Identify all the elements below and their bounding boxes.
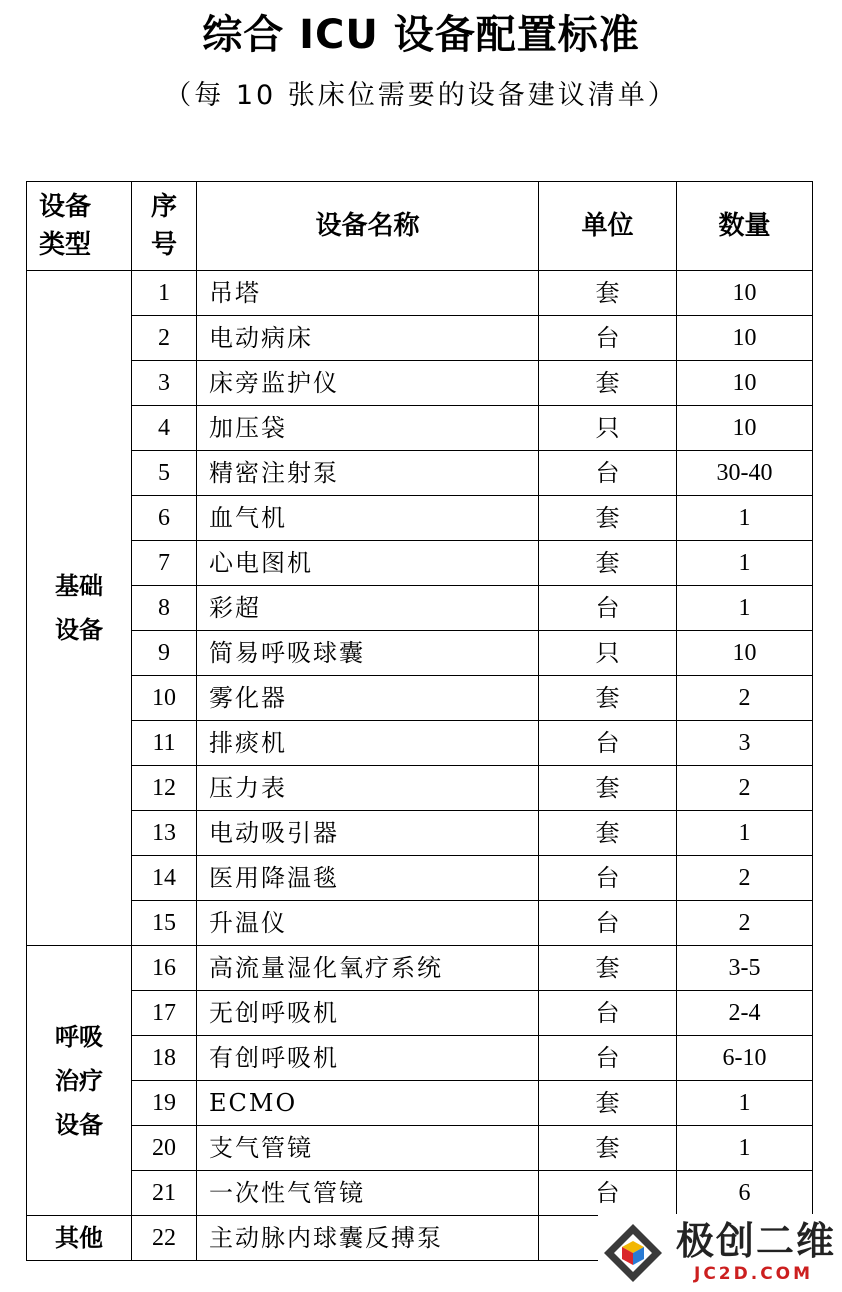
header-name: 设备名称 <box>197 182 539 271</box>
quantity-cell: 6-10 <box>677 1036 813 1081</box>
quantity-cell: 3 <box>677 721 813 766</box>
row-number: 19 <box>132 1081 197 1126</box>
unit-cell: 套 <box>539 271 677 316</box>
row-number: 5 <box>132 451 197 496</box>
equipment-name: 简易呼吸球囊 <box>197 631 539 676</box>
quantity-cell: 1 <box>677 1126 813 1171</box>
unit-cell: 台 <box>539 586 677 631</box>
unit-cell: 台 <box>539 316 677 361</box>
quantity-cell: 2 <box>677 901 813 946</box>
unit-cell: 套 <box>539 1081 677 1126</box>
equipment-name: 有创呼吸机 <box>197 1036 539 1081</box>
quantity-cell: 10 <box>677 406 813 451</box>
table-header-row <box>27 182 813 271</box>
unit-cell: 台 <box>539 901 677 946</box>
unit-cell: 套 <box>539 496 677 541</box>
table-row <box>27 451 813 496</box>
table-row <box>27 1081 813 1126</box>
table-row <box>27 946 813 991</box>
quantity-cell: 1 <box>677 1081 813 1126</box>
quantity-cell: 1 <box>677 541 813 586</box>
page-title: 综合 ICU 设备配置标准 <box>202 12 640 58</box>
table-row <box>27 811 813 856</box>
equipment-name: 压力表 <box>197 766 539 811</box>
row-number: 17 <box>132 991 197 1036</box>
row-number: 15 <box>132 901 197 946</box>
unit-cell: 台 <box>539 1036 677 1081</box>
table-row <box>27 721 813 766</box>
equipment-name: 主动脉内球囊反搏泵 <box>197 1216 539 1261</box>
table-row <box>27 541 813 586</box>
row-number: 12 <box>132 766 197 811</box>
row-number: 7 <box>132 541 197 586</box>
quantity-cell: 6 <box>677 1171 813 1216</box>
quantity-cell: 10 <box>677 361 813 406</box>
quantity-cell: 3-5 <box>677 946 813 991</box>
quantity-cell: 1 <box>677 586 813 631</box>
quantity-cell: 30-40 <box>677 451 813 496</box>
header-qty: 数量 <box>677 182 813 271</box>
equipment-name: 加压袋 <box>197 406 539 451</box>
unit-cell: 台 <box>539 856 677 901</box>
table-row <box>27 1036 813 1081</box>
unit-cell: 只 <box>539 406 677 451</box>
row-number: 11 <box>132 721 197 766</box>
table-row <box>27 1171 813 1216</box>
row-number: 21 <box>132 1171 197 1216</box>
row-number: 8 <box>132 586 197 631</box>
header-type: 设备 类型 <box>27 182 132 271</box>
row-number: 6 <box>132 496 197 541</box>
watermark <box>598 1214 842 1292</box>
unit-cell: 只 <box>539 631 677 676</box>
category-cell: 其他 <box>27 1216 132 1261</box>
equipment-name: ECMO <box>197 1081 539 1126</box>
table-row <box>27 901 813 946</box>
quantity-cell: 2-4 <box>677 991 813 1036</box>
equipment-name: 电动吸引器 <box>197 811 539 856</box>
quantity-cell: 2 <box>677 856 813 901</box>
unit-cell: 台 <box>539 721 677 766</box>
quantity-cell: 2 <box>677 766 813 811</box>
quantity-cell: 10 <box>677 316 813 361</box>
category-cell: 呼吸 治疗 设备 <box>27 946 132 1216</box>
equipment-name: 彩超 <box>197 586 539 631</box>
equipment-name: 血气机 <box>197 496 539 541</box>
row-number: 22 <box>132 1216 197 1261</box>
equipment-name: 高流量湿化氧疗系统 <box>197 946 539 991</box>
equipment-name: 雾化器 <box>197 676 539 721</box>
unit-cell: 套 <box>539 541 677 586</box>
table-row <box>27 406 813 451</box>
quantity-cell: 1 <box>677 496 813 541</box>
row-number: 1 <box>132 271 197 316</box>
header-no: 序 号 <box>132 182 197 271</box>
row-number: 16 <box>132 946 197 991</box>
row-number: 3 <box>132 361 197 406</box>
watermark-brand: 极创二维 <box>676 1219 837 1263</box>
table-row <box>27 496 813 541</box>
equipment-name: 无创呼吸机 <box>197 991 539 1036</box>
row-number: 14 <box>132 856 197 901</box>
equipment-name: 升温仪 <box>197 901 539 946</box>
equipment-name: 一次性气管镜 <box>197 1171 539 1216</box>
quantity-cell: 10 <box>677 271 813 316</box>
header-unit: 单位 <box>539 182 677 271</box>
row-number: 4 <box>132 406 197 451</box>
quantity-cell: 1 <box>677 811 813 856</box>
cube-logo-icon <box>602 1222 664 1284</box>
row-number: 2 <box>132 316 197 361</box>
unit-cell: 套 <box>539 946 677 991</box>
equipment-name: 心电图机 <box>197 541 539 586</box>
table-row <box>27 586 813 631</box>
table-row <box>27 361 813 406</box>
equipment-name: 床旁监护仪 <box>197 361 539 406</box>
equipment-name: 电动病床 <box>197 316 539 361</box>
row-number: 9 <box>132 631 197 676</box>
table-row <box>27 766 813 811</box>
unit-cell: 套 <box>539 811 677 856</box>
table-row <box>27 1126 813 1171</box>
equipment-name: 精密注射泵 <box>197 451 539 496</box>
row-number: 10 <box>132 676 197 721</box>
unit-cell: 台 <box>539 991 677 1036</box>
table-row <box>27 631 813 676</box>
equipment-name: 支气管镜 <box>197 1126 539 1171</box>
table-body <box>27 271 813 1261</box>
table-row <box>27 991 813 1036</box>
row-number: 18 <box>132 1036 197 1081</box>
equipment-name: 医用降温毯 <box>197 856 539 901</box>
row-number: 13 <box>132 811 197 856</box>
table-row <box>27 856 813 901</box>
unit-cell: 台 <box>539 451 677 496</box>
equipment-name: 排痰机 <box>197 721 539 766</box>
row-number: 20 <box>132 1126 197 1171</box>
page-subtitle: （每 10 张床位需要的设备建议清单） <box>164 80 678 111</box>
table-row <box>27 316 813 361</box>
watermark-url: JC2D.COM <box>694 1264 814 1284</box>
equipment-table <box>26 181 813 1261</box>
table-row <box>27 676 813 721</box>
unit-cell: 套 <box>539 676 677 721</box>
quantity-cell: 2 <box>677 676 813 721</box>
unit-cell: 套 <box>539 766 677 811</box>
unit-cell: 套 <box>539 361 677 406</box>
unit-cell: 台 <box>539 1171 677 1216</box>
category-cell: 基础 设备 <box>27 271 132 946</box>
unit-cell: 套 <box>539 1126 677 1171</box>
quantity-cell: 10 <box>677 631 813 676</box>
table-row <box>27 271 813 316</box>
equipment-name: 吊塔 <box>197 271 539 316</box>
